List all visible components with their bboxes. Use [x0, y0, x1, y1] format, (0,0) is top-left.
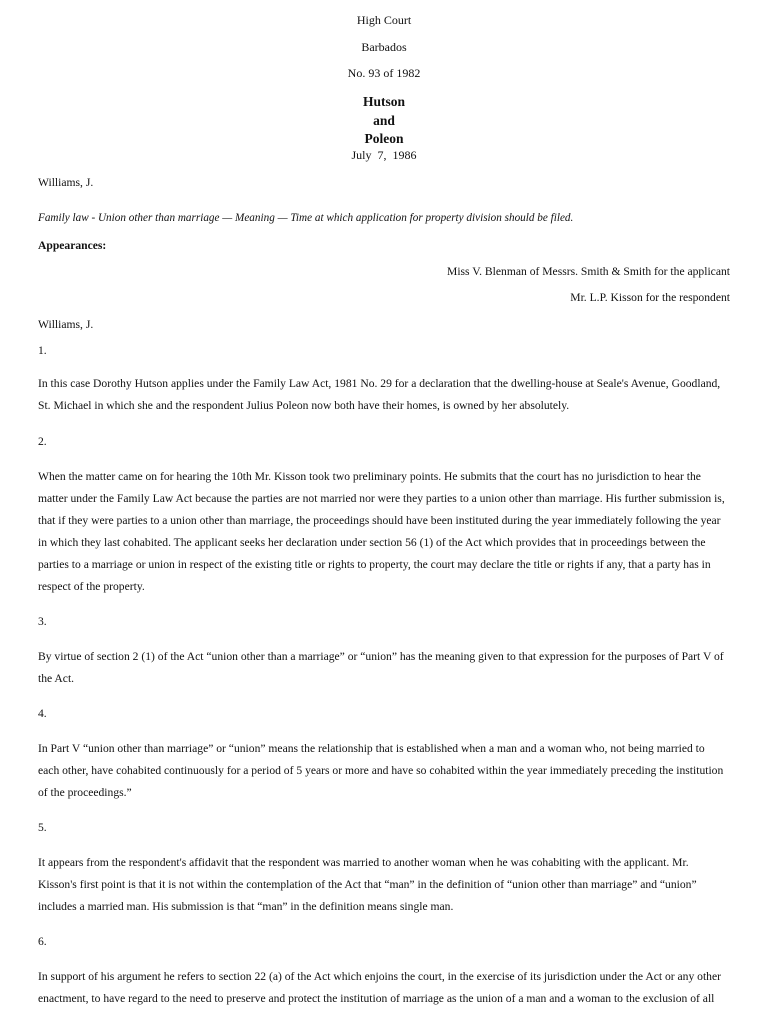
paragraph-number: 4.: [38, 707, 47, 720]
paragraph-number: 2.: [38, 435, 47, 448]
appearance-applicant: Miss V. Blenman of Messrs. Smith & Smith for the applicant: [447, 265, 730, 278]
judge-name: Williams, J.: [38, 176, 94, 189]
paragraph-line: enactment, to have regard to the need to preserve and protect the institution of marriage as the union of a man and a woman to the exclusion of all: [38, 992, 715, 1005]
paragraph-line: When the matter came on for hearing the 10th Mr. Kisson took two preliminary points. He submits that the court has no jurisdiction to hear the: [38, 470, 701, 483]
paragraph-line: St. Michael in which she and the respondent Julius Poleon now both have their homes, is owned by her absolutely.: [38, 399, 570, 412]
country-name: Barbados: [361, 40, 407, 54]
paragraph-line: the Act.: [38, 672, 75, 685]
party-two: Poleon: [364, 131, 404, 146]
paragraph-body: [38, 466, 730, 598]
paragraph-number: 1.: [38, 344, 47, 357]
judge-name-repeat: Williams, J.: [38, 318, 94, 331]
paragraph-body: [38, 373, 730, 417]
paragraph-line: that if they were parties to a union other than marriage, the proceedings should have been instituted during the year immediately following the year: [38, 514, 721, 527]
paragraph-body: [38, 966, 730, 1010]
judgment-date: July 7, 1986: [351, 148, 417, 162]
case-number: No. 93 of 1982: [347, 66, 421, 80]
court-name: High Court: [356, 13, 412, 27]
paragraph-line: In support of his argument he refers to section 22 (a) of the Act which enjoins the court, in the exercise of its jurisdiction under the Act or any other: [38, 970, 721, 983]
appearances-label: Appearances:: [38, 239, 107, 252]
paragraph-number: 6.: [38, 935, 47, 948]
party-conjunction: and: [373, 113, 395, 128]
paragraph-line: matter under the Family Law Act because the parties are not married nor were they parties to a union other than marriage. His further submission is,: [38, 492, 725, 505]
paragraph-line: It appears from the respondent's affidavit that the respondent was married to another woman when he was cohabiting with the applicant. Mr.: [38, 856, 689, 869]
paragraph-body: [38, 646, 730, 690]
paragraph-line: in which they last cohabited. The applicant seeks her declaration under section 56 (1) of the Act which provides that in proceedings between the: [38, 536, 706, 549]
paragraph-number: 5.: [38, 821, 47, 834]
paragraph-line: By virtue of section 2 (1) of the Act “union other than a marriage” or “union” has the meaning given to that expression for the purposes of Part V of: [38, 650, 724, 663]
paragraph-number: 3.: [38, 615, 47, 628]
paragraph-line: Kisson's first point is that it is not within the contemplation of the Act that “man” in the definition of “union other than marriage” and “union”: [38, 878, 697, 891]
paragraph-line: each other, have cohabited continuously for a period of 5 years or more and have so cohabited within the year immediately preceding the institution: [38, 764, 724, 777]
paragraph-line: includes a married man. His submission is that “man” in the definition means single man.: [38, 900, 454, 913]
party-one: Hutson: [362, 94, 406, 109]
paragraph-line: In this case Dorothy Hutson applies under the Family Law Act, 1981 No. 29 for a declaration that the dwelling-house at Seale's Avenue, Goodland,: [38, 377, 721, 390]
paragraph-line: parties to a marriage or union in respect of the existing title or rights to property, the court may declare the title or rights if any, that a party has in: [38, 558, 711, 571]
paragraph-line: of the proceedings.”: [38, 786, 132, 799]
paragraph-body: [38, 852, 730, 918]
paragraph-line: respect of the property.: [38, 580, 145, 593]
subject-summary: Family law - Union other than marriage — Meaning — Time at which application for property division should be filed.: [38, 212, 574, 224]
appearance-respondent: Mr. L.P. Kisson for the respondent: [570, 291, 730, 304]
paragraph-body: [38, 738, 730, 804]
paragraph-line: In Part V “union other than marriage” or “union” means the relationship that is established when a man and a woman who, not being married to: [38, 742, 705, 755]
